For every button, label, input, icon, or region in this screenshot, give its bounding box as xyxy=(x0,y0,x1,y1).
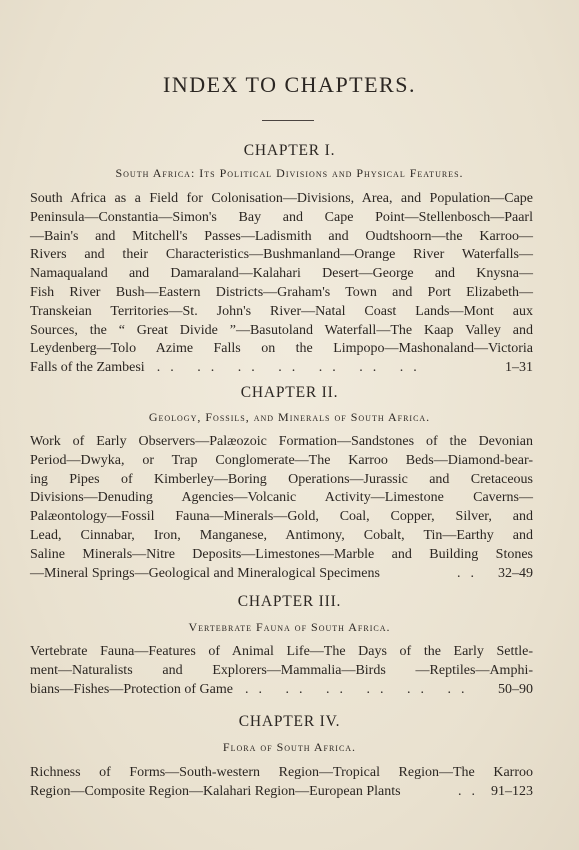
contents-line: Lead, Cinnabar, Iron, Manganese, Antimony, Cobalt, Tin—Earthy and xyxy=(30,527,533,543)
chapter-4-contents xyxy=(30,764,533,802)
contents-line: ment—Naturalists and Explorers—Mammalia—Birds —Reptiles—Amphi- xyxy=(30,662,533,678)
contents-line: —Mineral Springs—Geological and Mineralogical Specimens xyxy=(30,565,380,581)
chapter-1-subtitle: South Africa: Its Political Divisions and Physical Features. xyxy=(115,166,464,180)
contents-line: Work of Early Observers—Palæozoic Formation—Sandstones of the Devonian xyxy=(30,434,533,449)
leader-dots: .. .. .. .. .. .. .. xyxy=(156,360,427,376)
contents-line: ing Pipes of Kimberley—Boring Operations—Jurassic and Cretaceous xyxy=(30,471,533,487)
title-rule xyxy=(262,120,314,121)
contents-line: —Bain's and Mitchell's Passes—Ladismith and Oudtshoorn—the Karroo— xyxy=(30,228,533,244)
contents-line: Region—Composite Region—Kalahari Region—European Plants xyxy=(30,783,401,799)
chapter-3-contents xyxy=(30,643,533,699)
chapter-1-contents xyxy=(30,190,533,378)
contents-line: Namaqualand and Damaraland—Kalahari Desert—George and Knysna— xyxy=(30,266,533,282)
contents-line: bians—Fishes—Protection of Game xyxy=(30,681,233,697)
contents-line: Leydenberg—Tolo Azime Falls on the Limpopo—Mashonaland—Victoria xyxy=(30,341,533,357)
page-range: 50–90 xyxy=(498,681,533,697)
chapter-1-heading: CHAPTER I. xyxy=(243,142,336,159)
chapter-4-heading: CHAPTER IV. xyxy=(238,713,341,730)
contents-last-line xyxy=(30,565,533,584)
contents-line: Period—Dwyka, or Trap Conglomerate—The Karroo Beds—Diamond-bear- xyxy=(30,452,533,468)
chapter-3-subtitle: Vertebrate Fauna of South Africa. xyxy=(188,620,391,634)
contents-line: Saline Minerals—Nitre Deposits—Limestones—Marble and Building Stones xyxy=(30,546,533,562)
page-range: 32–49 xyxy=(498,565,533,581)
leader-dots: .. xyxy=(457,565,484,581)
chapter-4-subtitle: Flora of South Africa. xyxy=(222,740,357,754)
leader-dots: .. xyxy=(458,783,485,799)
contents-line: Sources, the “ Great Divide ”—Basutoland Waterfall—The Kaap Valley and xyxy=(30,322,533,338)
contents-last-line xyxy=(30,783,533,802)
chapter-3-heading: CHAPTER III. xyxy=(237,593,342,610)
chapter-2-subtitle: Geology, Fossils, and Minerals of South Africa. xyxy=(148,410,431,424)
contents-line: Vertebrate Fauna—Features of Animal Life—The Days of the Early Settle- xyxy=(30,644,533,659)
contents-line: Palæontology—Fossil Fauna—Minerals—Gold, Coal, Copper, Silver, and xyxy=(30,509,533,525)
page-range: 1–31 xyxy=(505,360,533,376)
contents-line: South Africa as a Field for Colonisation—Divisions, Area, and Population—Cape xyxy=(30,191,533,206)
chapter-2-contents xyxy=(30,433,533,583)
contents-line: Divisions—Denuding Agencies—Volcanic Activity—Limestone Caverns— xyxy=(30,490,533,506)
contents-line: Fish River Bush—Eastern Districts—Graham's Town and Port Elizabeth— xyxy=(30,284,533,300)
page-title: INDEX TO CHAPTERS. xyxy=(163,72,416,97)
contents-last-line xyxy=(30,681,533,700)
contents-line: Falls of the Zambesi xyxy=(30,360,145,376)
contents-line: Richness of Forms—South-western Region—Tropical Region—The Karroo xyxy=(30,765,533,780)
contents-line: Peninsula—Constantia—Simon's Bay and Cape Point—Stellenbosch—Paarl xyxy=(30,209,533,225)
chapter-2-heading: CHAPTER II. xyxy=(240,384,339,401)
page-range: 91–123 xyxy=(491,783,533,799)
contents-line: Transkeian Territories—St. John's River—Natal Coast Lands—Mont aux xyxy=(30,303,533,319)
contents-line: Rivers and their Characteristics—Bushmanland—Orange River Waterfalls— xyxy=(30,247,533,263)
leader-dots: .. .. .. .. .. .. xyxy=(244,681,475,697)
contents-last-line xyxy=(30,359,533,378)
